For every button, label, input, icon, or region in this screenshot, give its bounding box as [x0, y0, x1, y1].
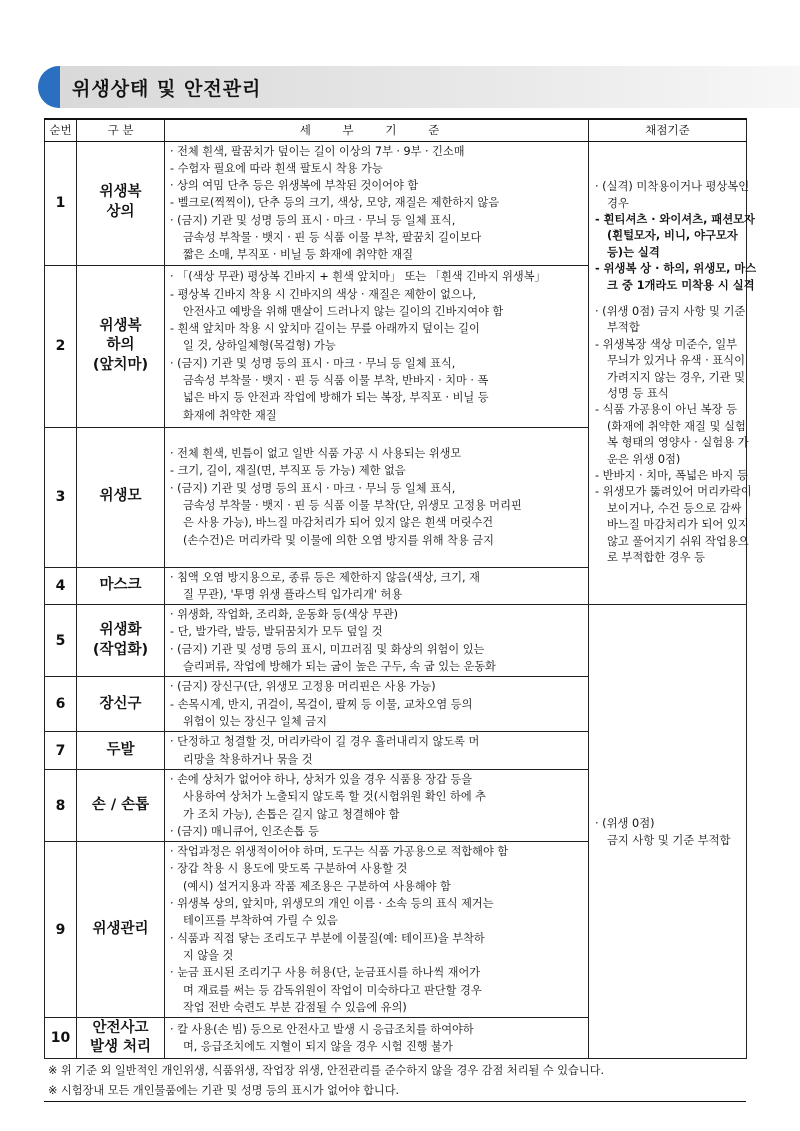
criteria-line: (화재에 취약한 재질 및 실험 — [607, 419, 746, 433]
criteria-line: 보이거나, 수건 등으로 감싸 — [607, 501, 742, 515]
footnote: ※ 위 기준 외 일반적인 개인위생, 식품위생, 작업장 위생, 안전관리를 준수하지 않을 경우 감점 처리될 수 있습니다. — [48, 1064, 605, 1077]
detail-line: 일 것, 상하일체형(목걸형) 가능 — [183, 339, 336, 353]
criteria-line: 바느질 마감처리가 되어 있지 — [607, 518, 749, 532]
detail-line: 넓은 바지 등 안전과 작업에 방해가 되는 복장, 부직포 · 비닐 등 — [183, 391, 489, 405]
criteria-line: - 위생복 상 · 하의, 위생모, 마스 — [595, 262, 757, 276]
row-details — [165, 677, 589, 732]
detail-line: 위험이 있는 장신구 일체 금지 — [183, 715, 327, 728]
category-line: 상의 — [106, 204, 135, 221]
footnote: ※ 시험장내 모든 개인물품에는 기관 및 성명 등의 표시가 없어야 합니다. — [48, 1084, 400, 1097]
criteria-line: (흰털모자, 비니, 야구모자 — [607, 229, 738, 243]
criteria-line: 운은 위생 0점) — [607, 452, 681, 466]
row-category — [77, 141, 165, 265]
detail-line: 사용하여 상처가 노출되지 않도록 할 것(시험위원 확인 하에 추 — [183, 790, 486, 804]
criteria-line: · (위생 0점) — [595, 816, 655, 830]
criteria-line: 크 중 1개라도 미착용 시 실격 — [607, 278, 755, 292]
detail-line: 며, 응급조치에도 지혈이 되지 않을 경우 시험 진행 불가 — [183, 1040, 453, 1054]
row-details — [165, 265, 589, 427]
category-line: 위생화 — [99, 622, 142, 639]
criteria-line: · (실격) 미착용이거나 평상복인 — [595, 180, 750, 194]
detail-line: 짧은 소매, 부직포 · 비닐 등 화재에 취약한 재질 — [183, 248, 414, 262]
detail-line: 질 무관), '투명 위생 플라스틱 입가리개' 허용 — [183, 587, 403, 601]
table-row — [45, 605, 747, 677]
row-category — [77, 605, 165, 677]
detail-line: · 전체 흰색, 빈틈이 없고 일반 식품 가공 시 사용되는 위생모 — [170, 447, 462, 461]
detail-line: 슬리퍼류, 작업에 방해가 되는 굽이 높은 구두, 속 굽 있는 운동화 — [183, 660, 496, 674]
row-category — [77, 677, 165, 732]
page-title: 위생상태 및 안전관리 — [72, 78, 262, 100]
detail-line: 안전사고 예방을 위해 맨살이 드러나지 않는 길이의 긴바지여야 함 — [183, 304, 504, 318]
row-category — [77, 769, 165, 841]
detail-line: 금속성 부착물 · 뱃지 · 핀 등 식품 이물 부착(단, 위생모 고정용 머리핀 — [183, 499, 522, 513]
detail-line: · 전체 흰색, 팔꿈치가 덮이는 길이 이상의 7부 · 9부 · 긴소매 — [170, 144, 465, 158]
detail-line: · (금지) 기관 및 성명 등의 표시, 미끄러짐 및 화상의 위험이 있는 — [170, 642, 485, 656]
criteria-line: 로 부적합한 경우 등 — [607, 551, 706, 565]
criteria-line: 무늬가 있거나 유색 · 표식이 — [607, 354, 745, 368]
category-line: 위생복 — [99, 317, 142, 334]
row-number: 8 — [45, 769, 77, 841]
detail-line: · (금지) 기관 및 성명 등의 표시 · 마크 · 무늬 등 일체 표식, — [170, 356, 456, 370]
category-line: 손 / 손톱 — [91, 796, 150, 813]
category-line: 하의 — [106, 337, 135, 354]
row-details — [165, 1018, 589, 1059]
category-line: 위생모 — [99, 488, 142, 505]
detail-line: - 단, 발가락, 발등, 발뒤꿈치가 모두 덮일 것 — [170, 625, 383, 639]
row-category — [77, 427, 165, 567]
row-details — [165, 842, 589, 1018]
section-title-bar — [38, 66, 800, 108]
row-category — [77, 265, 165, 427]
criteria-line: 않고 풀어지기 쉬워 작업용으 — [607, 534, 749, 548]
row-number: 4 — [45, 567, 77, 605]
category-line: 마스크 — [99, 577, 142, 594]
category-line: 두발 — [106, 741, 135, 758]
detail-line: - 흰색 앞치마 착용 시 앞치마 길이는 무릎 아래까지 덮이는 길이 — [170, 322, 480, 336]
criteria-line: - 반바지 · 치마, 폭넓은 바지 등 — [595, 469, 748, 483]
row-category — [77, 732, 165, 770]
hygiene-criteria-table — [44, 118, 757, 1059]
detail-line: · 칼 사용(손 빔) 등으로 안전사고 발생 시 응급조치를 하여야하 — [170, 1022, 474, 1036]
criteria-line: 성명 등 표식 — [607, 387, 669, 401]
detail-line: · 상의 여밈 단추 등은 위생복에 부착된 것이어야 함 — [170, 179, 419, 193]
detail-line: · 식품과 직접 닿는 조리도구 부분에 이물질(예: 테이프)을 부착하 — [170, 931, 485, 945]
criteria-line: 등)는 실격 — [607, 245, 660, 259]
row-details — [165, 427, 589, 567]
criteria-line: · (위생 0점) 금지 사항 및 기준 — [595, 305, 746, 318]
detail-line: · 위생화, 작업화, 조리화, 운동화 등(색상 무관) — [170, 608, 399, 622]
category-line: (앞치마) — [92, 356, 149, 373]
row-number: 2 — [45, 265, 77, 427]
category-line: 위생관리 — [92, 920, 149, 937]
criteria-line: 부적합 — [607, 321, 640, 335]
criteria-line: - 위생모가 뚫려있어 머리카락이 — [595, 485, 752, 499]
row-details — [165, 141, 589, 265]
category-line: 발생 처리 — [89, 1039, 152, 1056]
criteria-zero-points — [589, 605, 747, 1059]
detail-line: - 평상복 긴바지 착용 시 긴바지의 색상 · 재질은 제한이 없으나, — [170, 287, 477, 301]
row-category — [77, 842, 165, 1018]
table-body — [45, 141, 757, 1059]
detail-line: · 단정하고 청결할 것, 머리카락이 길 경우 흘러내리지 않도록 머 — [170, 735, 480, 749]
detail-line: · (금지) 매니큐어, 인조손톱 등 — [170, 824, 319, 838]
detail-line: · (금지) 기관 및 성명 등의 표시 · 마크 · 무늬 등 일체 표식, — [170, 213, 456, 227]
table-header-row — [45, 119, 747, 141]
detail-line: · 작업과정은 위생적이어야 하며, 도구는 식품 가공용으로 적합해야 함 — [170, 845, 509, 859]
criteria-disqualify-and-zero — [589, 141, 757, 605]
category-line: 장신구 — [99, 695, 142, 712]
detail-line: · 「(색상 무관) 평상복 긴바지 + 흰색 앞치마」 또는 「흰색 긴바지 위생복」 — [170, 270, 546, 284]
detail-line: (손수건)은 머리카락 및 이물에 의한 오염 방지를 위해 착용 금지 — [183, 533, 494, 547]
criteria-line: - 위생복장 색상 미준수, 일부 — [595, 337, 738, 351]
detail-line: 며 재료를 써는 등 감독위원이 작업이 미숙하다고 판단할 경우 — [183, 983, 482, 997]
detail-line: - 크기, 길이, 재질(면, 부직포 등 가능) 제한 없음 — [170, 464, 406, 478]
criteria-line: 금지 사항 및 기준 부적합 — [607, 833, 731, 847]
detail-line: 지 않을 것 — [183, 948, 234, 962]
detail-line: - 벨크로(찍찍이), 단추 등의 크기, 색상, 모양, 재질은 제한하지 않음 — [170, 196, 500, 210]
detail-line: (예시) 설거지용과 작품 제조용은 구분하여 사용해야 함 — [183, 879, 451, 893]
detail-line: 작업 전반 숙련도 부분 감점될 수 있음에 유의) — [183, 1000, 407, 1014]
row-number: 3 — [45, 427, 77, 567]
detail-line: 은 사용 가능), 바느질 마감처리가 되어 있지 않은 흰색 머릿수건 — [183, 516, 494, 530]
row-details — [165, 605, 589, 677]
header-details: 세 부 기 준 — [165, 119, 589, 141]
row-number: 5 — [45, 605, 77, 677]
table-row — [45, 141, 747, 265]
detail-line: 리망을 착용하거나 묶을 것 — [183, 752, 313, 766]
row-number: 1 — [45, 141, 77, 265]
detail-line: - 수험자 필요에 따라 흰색 팔토시 착용 가능 — [170, 161, 383, 175]
detail-line: 금속성 부착물 · 뱃지 · 핀 등 식품 이물 부착, 팔꿈치 길이보다 — [183, 230, 482, 244]
row-category — [77, 1018, 165, 1059]
row-category — [77, 567, 165, 605]
criteria-line — [595, 294, 742, 304]
criteria-line: - 흰티셔츠 · 와이셔츠, 패션모자 — [595, 212, 755, 226]
row-details — [165, 732, 589, 770]
category-line: (작업화) — [92, 641, 149, 658]
detail-line: · 위생복 상의, 앞치마, 위생모의 개인 이름 · 소속 등의 표식 제거는 — [170, 897, 494, 911]
criteria-line: - 식품 가공용이 아닌 복장 등 — [595, 403, 738, 417]
row-number: 10 — [45, 1018, 77, 1059]
detail-line: · 장갑 착용 시 용도에 맞도록 구분하여 사용할 것 — [170, 862, 408, 876]
criteria-line: 복 형태의 영양사 · 실험용 가 — [607, 436, 749, 450]
detail-line: · 침액 오염 방지용으로, 종류 등은 제한하지 않음(색상, 크기, 재 — [170, 570, 480, 584]
criteria-line: 가려지지 않는 경우, 기관 및 — [607, 370, 745, 384]
detail-line: · 손에 상처가 없어야 하나, 상처가 있을 경우 식품용 장갑 등을 — [170, 772, 473, 786]
detail-line: · 눈금 표시된 조리기구 사용 허용(단, 눈금표시를 하나씩 재어가 — [170, 966, 481, 980]
row-number: 7 — [45, 732, 77, 770]
detail-line: 가 조치 가능), 손톱은 길지 않고 청결해야 함 — [183, 807, 400, 821]
detail-line: · (금지) 기관 및 성명 등의 표시 · 마크 · 무늬 등 일체 표식, — [170, 481, 456, 495]
header-criteria: 채점기준 — [589, 119, 747, 141]
row-details — [165, 567, 589, 605]
row-details — [165, 769, 589, 841]
header-no: 순번 — [45, 119, 77, 141]
detail-line: - 손목시계, 반지, 귀걸이, 목걸이, 팔찌 등 이물, 교차오염 등의 — [170, 697, 473, 711]
notes-section — [44, 1061, 746, 1102]
category-line: 위생복 — [99, 184, 142, 201]
detail-line: · (금지) 장신구(단, 위생모 고정용 머리핀은 사용 가능) — [170, 680, 436, 694]
detail-line: 화재에 취약한 재질 — [183, 408, 277, 422]
header-category: 구 분 — [77, 119, 165, 141]
criteria-line: 경우 — [607, 196, 629, 210]
row-number: 6 — [45, 677, 77, 732]
detail-line: 테이프를 부착하여 가릴 수 있음 — [183, 914, 338, 928]
detail-line: 금속성 부착물 · 뱃지 · 핀 등 식품 이물 부착, 반바지 · 치마 · 폭 — [183, 374, 489, 388]
category-line: 안전사고 — [92, 1019, 149, 1036]
row-number: 9 — [45, 842, 77, 1018]
